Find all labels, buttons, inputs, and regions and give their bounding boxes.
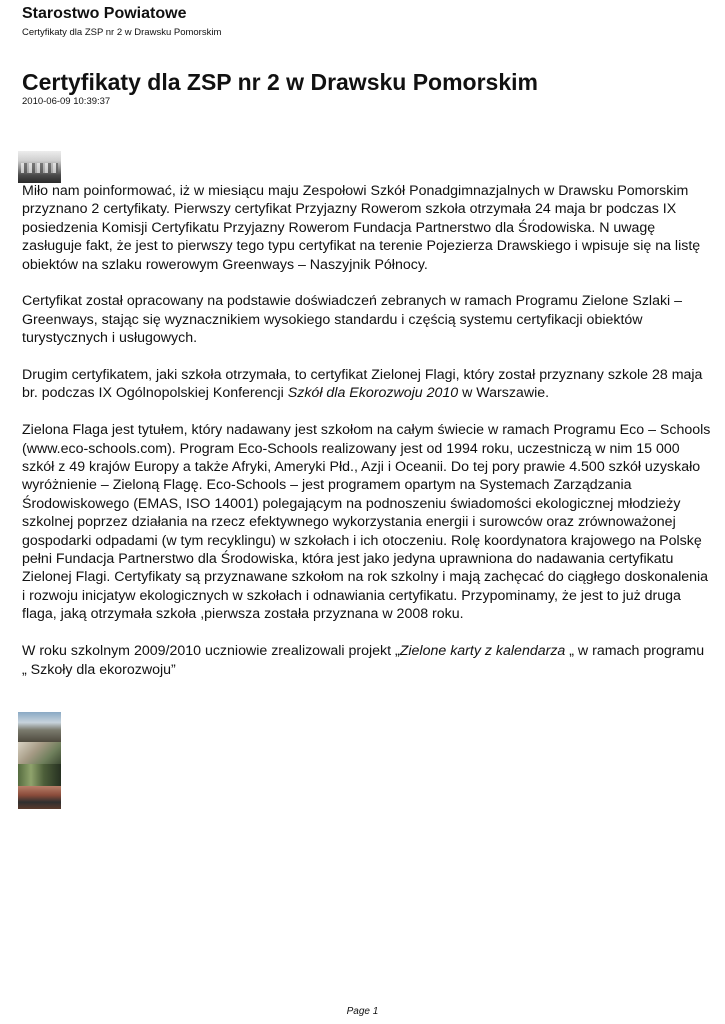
gallery-photo[interactable] [18,712,61,742]
project-name: Zielone karty z kalendarza [399,643,566,660]
paragraph-4: Zielona Flaga jest tytułem, który nadawany jest szkołom na całym świecie w ramach Programu Eco – Schools (www.eco-schools.com). Program Eco-Schools realizowany jest od 1994 roku, uczestniczą w nim 15 000 szkół z 49 krajów Europy a także Afryki, Ameryki Płd., Azji i Oceanii. Do tej pory prawie 4.500 szkół uzyskało wyróżnienie – Zieloną Flagę. Eco-Schools – jest programem opartym na Systemach Zarządzania Środowiskowego (EMAS, ISO 14001) polegającym na podnoszeniu świadomości ekologicznej młodzieży szkolnej poprzez działania na rzecz efektywnego wykorzystania energii i surowców oraz zrównoważonej gospodarki odpadami (w tym recyklingu) w szkołach i ich otoczeniu. Rolę koordynatora krajowego na Polskę pełni Fundacja Partnerstwo dla Środowiska, która jest jako jedyna uprawniona do nadawania certyfikatu Zielonej Flagi. Certyfikaty są przyznawane szkołom na rok szkolny i mają zachęcać do ciągłego doskonalenia i rozwoju inicjatyw ekologicznych w szkołach i odnawiania certyfikatu. Przypominamy, że jest to już druga flaga, jaką otrzymała szkoła ,pierwsza została przyznana w 2008 roku. [22,422,711,623]
article-thumbnail-image[interactable] [18,151,61,183]
paragraph-3-text-a: Drugim certyfikatem, jaki szkoła otrzymała, to certyfikat Zielonej Flagi, który został przyznany szkole 28 maja br. podczas IX Ogólnopolskiej Konferencji [22,367,703,402]
paragraph-5-text-a: W roku szkolnym 2009/2010 uczniowie zrealizowali projekt „ [22,643,400,660]
site-subtitle: Certyfikaty dla ZSP nr 2 w Drawsku Pomorskim [22,27,222,38]
site-title: Starostwo Powiatowe [22,5,187,22]
photo-gallery [18,712,61,809]
paragraph-3-text-b: w Warszawie. [458,385,550,402]
paragraph-5 [22,642,712,679]
gallery-photo[interactable] [18,742,61,764]
conference-name: Szkół dla Ekorozwoju 2010 [287,385,459,402]
page-number: Page 1 [346,1006,379,1017]
article-title: Certyfikaty dla ZSP nr 2 w Drawsku Pomorskim [22,69,538,95]
article-date: 2010-06-09 10:39:37 [22,96,111,107]
gallery-photo[interactable] [18,786,61,809]
paragraph-2: Certyfikat został opracowany na podstawie doświadczeń zebranych w ramach Programu Zielone Szlaki – Greenways, stając się wyznacznikiem wysokiego standardu i częścią systemu certyfikacji obiektów turystycznych i usługowych. [22,293,683,347]
paragraph-5-text-b: „ w ramach programu „ Szkoły dla ekorozwoju” [22,643,705,678]
paragraph-3 [22,366,712,403]
paragraph-1: Miło nam poinformować, iż w miesiącu maju Zespołowi Szkół Ponadgimnazjalnych w Drawsku Pomorskim przyznano 2 certyfikaty. Pierwszy certyfikat Przyjazny Rowerom szkoła otrzymała 24 maja br podczas IX posiedzenia Komisji Certyfikatu Przyjazny Rowerom Fundacja Partnerstwo dla Środowiska. N uwagę zasługuje fakt, że jest to pierwszy tego typu certyfikat na terenie Pojezierza Drawskiego i wpisuje się na listę obiektów na szlaku rowerowym Greenways – Naszyjnik Północy. [22,183,701,273]
article-body [22,182,712,697]
gallery-photo[interactable] [18,764,61,786]
